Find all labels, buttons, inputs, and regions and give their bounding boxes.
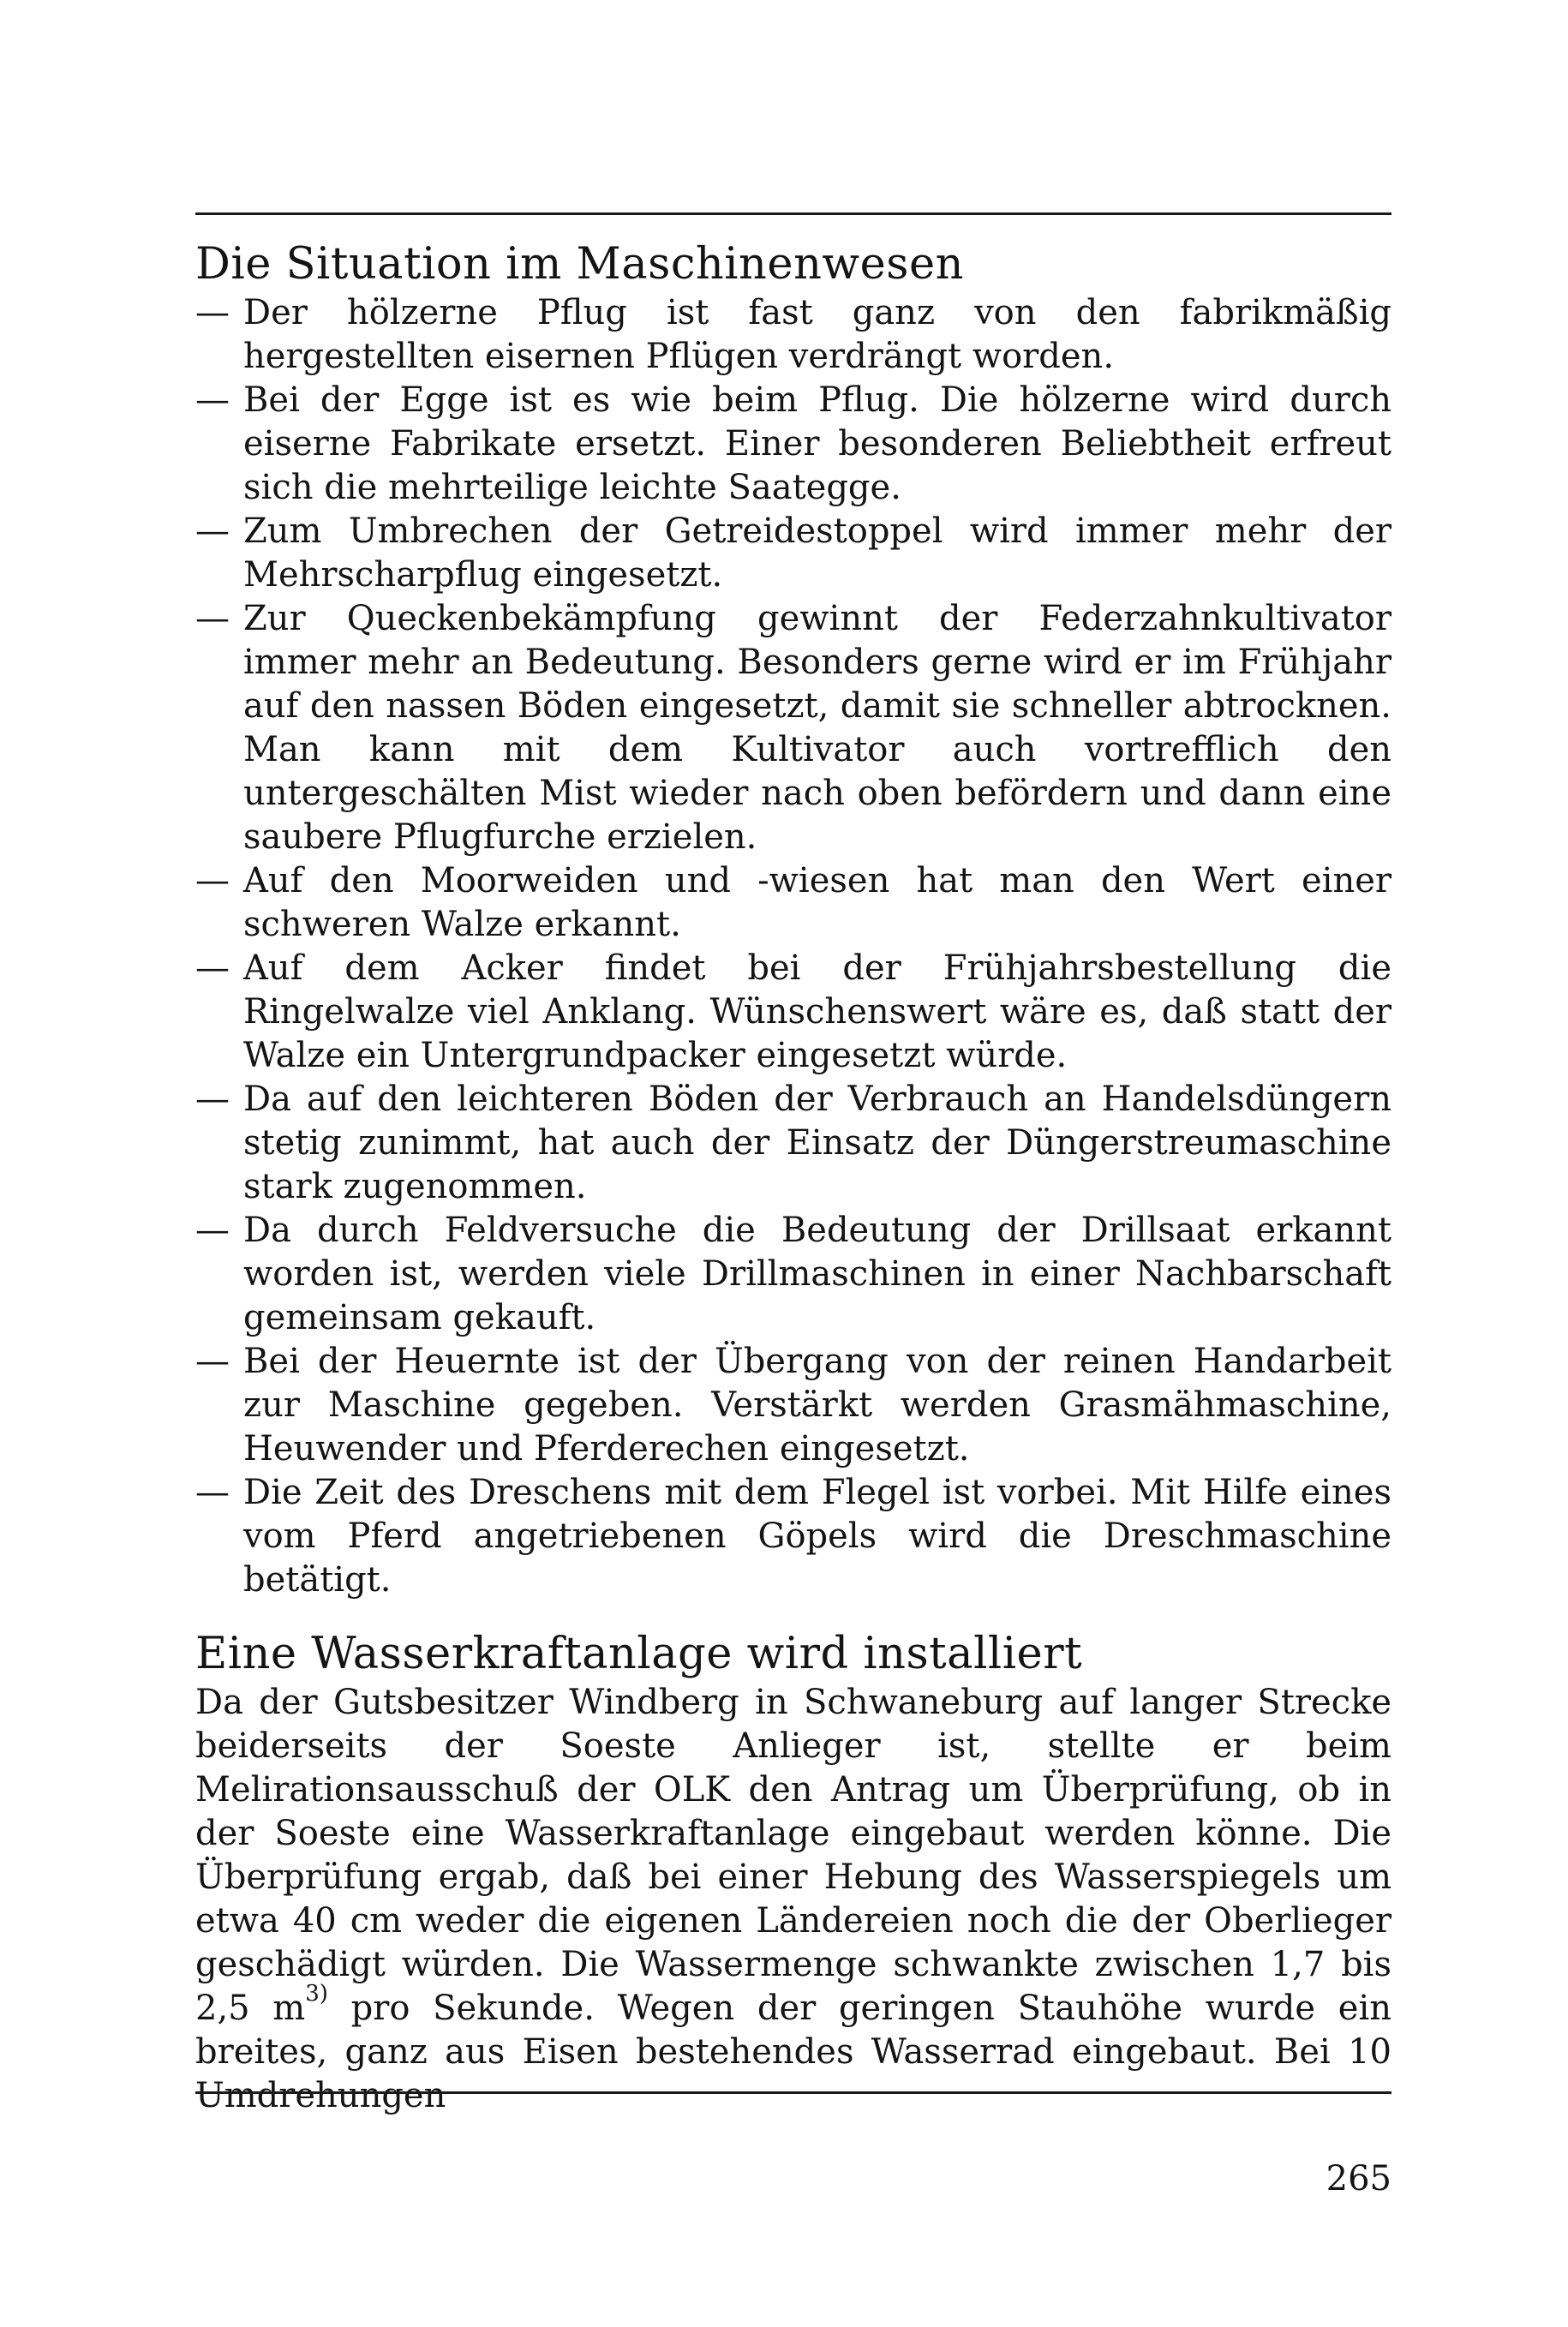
list-item-text: Da auf den leichteren Böden der Verbrauch an Handelsdüngern stetig zunimmt, hat auch der Einsatz der Düngerstreumaschine stark zugenommen. <box>243 1080 1391 1206</box>
list-item <box>195 1340 1391 1471</box>
dash-marker: — <box>195 293 230 332</box>
list-item <box>195 947 1391 1078</box>
dash-marker: — <box>195 1342 230 1381</box>
list-item <box>195 1471 1391 1602</box>
list-item <box>195 1078 1391 1209</box>
dash-marker: — <box>195 1473 230 1512</box>
page-number: 265 <box>1326 2159 1391 2198</box>
section-title-machinery: Die Situation im Maschinenwesen <box>195 239 964 290</box>
section-title-hydropower: Eine Wasserkraftanlage wird installiert <box>195 1629 1083 1679</box>
machinery-list <box>195 291 1391 1602</box>
footnote-marker: 3) <box>305 1980 328 2007</box>
list-item <box>195 291 1391 379</box>
list-item <box>195 379 1391 510</box>
list-item <box>195 510 1391 597</box>
dash-marker: — <box>195 599 230 638</box>
list-item-text: Auf dem Acker findet bei der Frühjahrsbestellung die Ringelwalze viel Anklang. Wünschenswert wäre es, daß statt der Walze ein Untergrundpacker eingesetzt würde. <box>243 948 1391 1075</box>
top-rule <box>195 212 1391 215</box>
list-item-text: Auf den Moorweiden und -wiesen hat man den Wert einer schweren Walze erkannt. <box>243 861 1391 944</box>
page-content <box>195 238 1391 2118</box>
list-item-text: Bei der Heuernte ist der Übergang von der reinen Handarbeit zur Maschine gegeben. Verstärkt werden Grasmähmaschine, Heuwender und Pferderechen eingesetzt. <box>243 1342 1391 1469</box>
list-item-text: Die Zeit des Dreschens mit dem Flegel ist vorbei. Mit Hilfe eines vom Pferd angetriebenen Göpels wird die Dreschmaschine betätigt. <box>243 1473 1391 1600</box>
list-item-text: Der hölzerne Pflug ist fast ganz von den fabrikmäßig hergestellten eisernen Pflügen verdrängt worden. <box>243 293 1391 376</box>
paragraph-text-end: pro Sekunde. Wegen der geringen Stauhöhe wurde ein breites, ganz aus Eisen bestehendes Wasserrad eingebaut. Bei 10 Umdrehungen <box>195 1989 1391 2115</box>
dash-marker: — <box>195 861 230 900</box>
dash-marker: — <box>195 948 230 988</box>
dash-marker: — <box>195 1080 230 1119</box>
list-item <box>195 1209 1391 1340</box>
list-item-text: Zum Umbrechen der Getreidestoppel wird immer mehr der Mehrscharpflug eingesetzt. <box>243 511 1391 595</box>
list-item <box>195 597 1391 859</box>
bottom-rule <box>195 2091 1391 2094</box>
list-item-text: Da durch Feldversuche die Bedeutung der Drillsaat erkannt worden ist, werden viele Drillmaschinen in einer Nachbarschaft gemeinsam gekauft. <box>243 1211 1391 1337</box>
list-item-text: Bei der Egge ist es wie beim Pflug. Die hölzerne wird durch eiserne Fabrikate ersetzt. Einer besonderen Beliebtheit erfreut sich die mehrteilige leichte Saategge. <box>243 380 1391 507</box>
dash-marker: — <box>195 511 230 551</box>
list-item <box>195 859 1391 947</box>
paragraph-text-start: Da der Gutsbesitzer Windberg in Schwaneburg auf langer Strecke beiderseits der Soeste Anlieger ist, stellte er beim Melirationsausschuß der OLK den Antrag um Überprüfung, ob in der Soeste eine Wasserkraftanlage eingebaut werden könne. Die Überprüfung ergab, daß bei einer Hebung des Wasserspiegels um etwa 40 cm weder die eigenen Ländereien noch die der Oberlieger geschädigt würden. Die Wassermenge schwankte zwischen 1,7 bis 2,5 m <box>195 1683 1391 2028</box>
dash-marker: — <box>195 1211 230 1250</box>
dash-marker: — <box>195 380 230 420</box>
hydropower-paragraph <box>195 1681 1391 2118</box>
list-item-text: Zur Queckenbekämpfung gewinnt der Federzahnkultivator immer mehr an Bedeutung. Besonders gerne wird er im Frühjahr auf den nassen Böden eingesetzt, damit sie schneller abtrocknen. Man kann mit dem Kultivator auch vortrefflich den untergeschälten Mist wieder nach oben befördern und dann eine saubere Pflugfurche erzielen. <box>243 599 1391 857</box>
